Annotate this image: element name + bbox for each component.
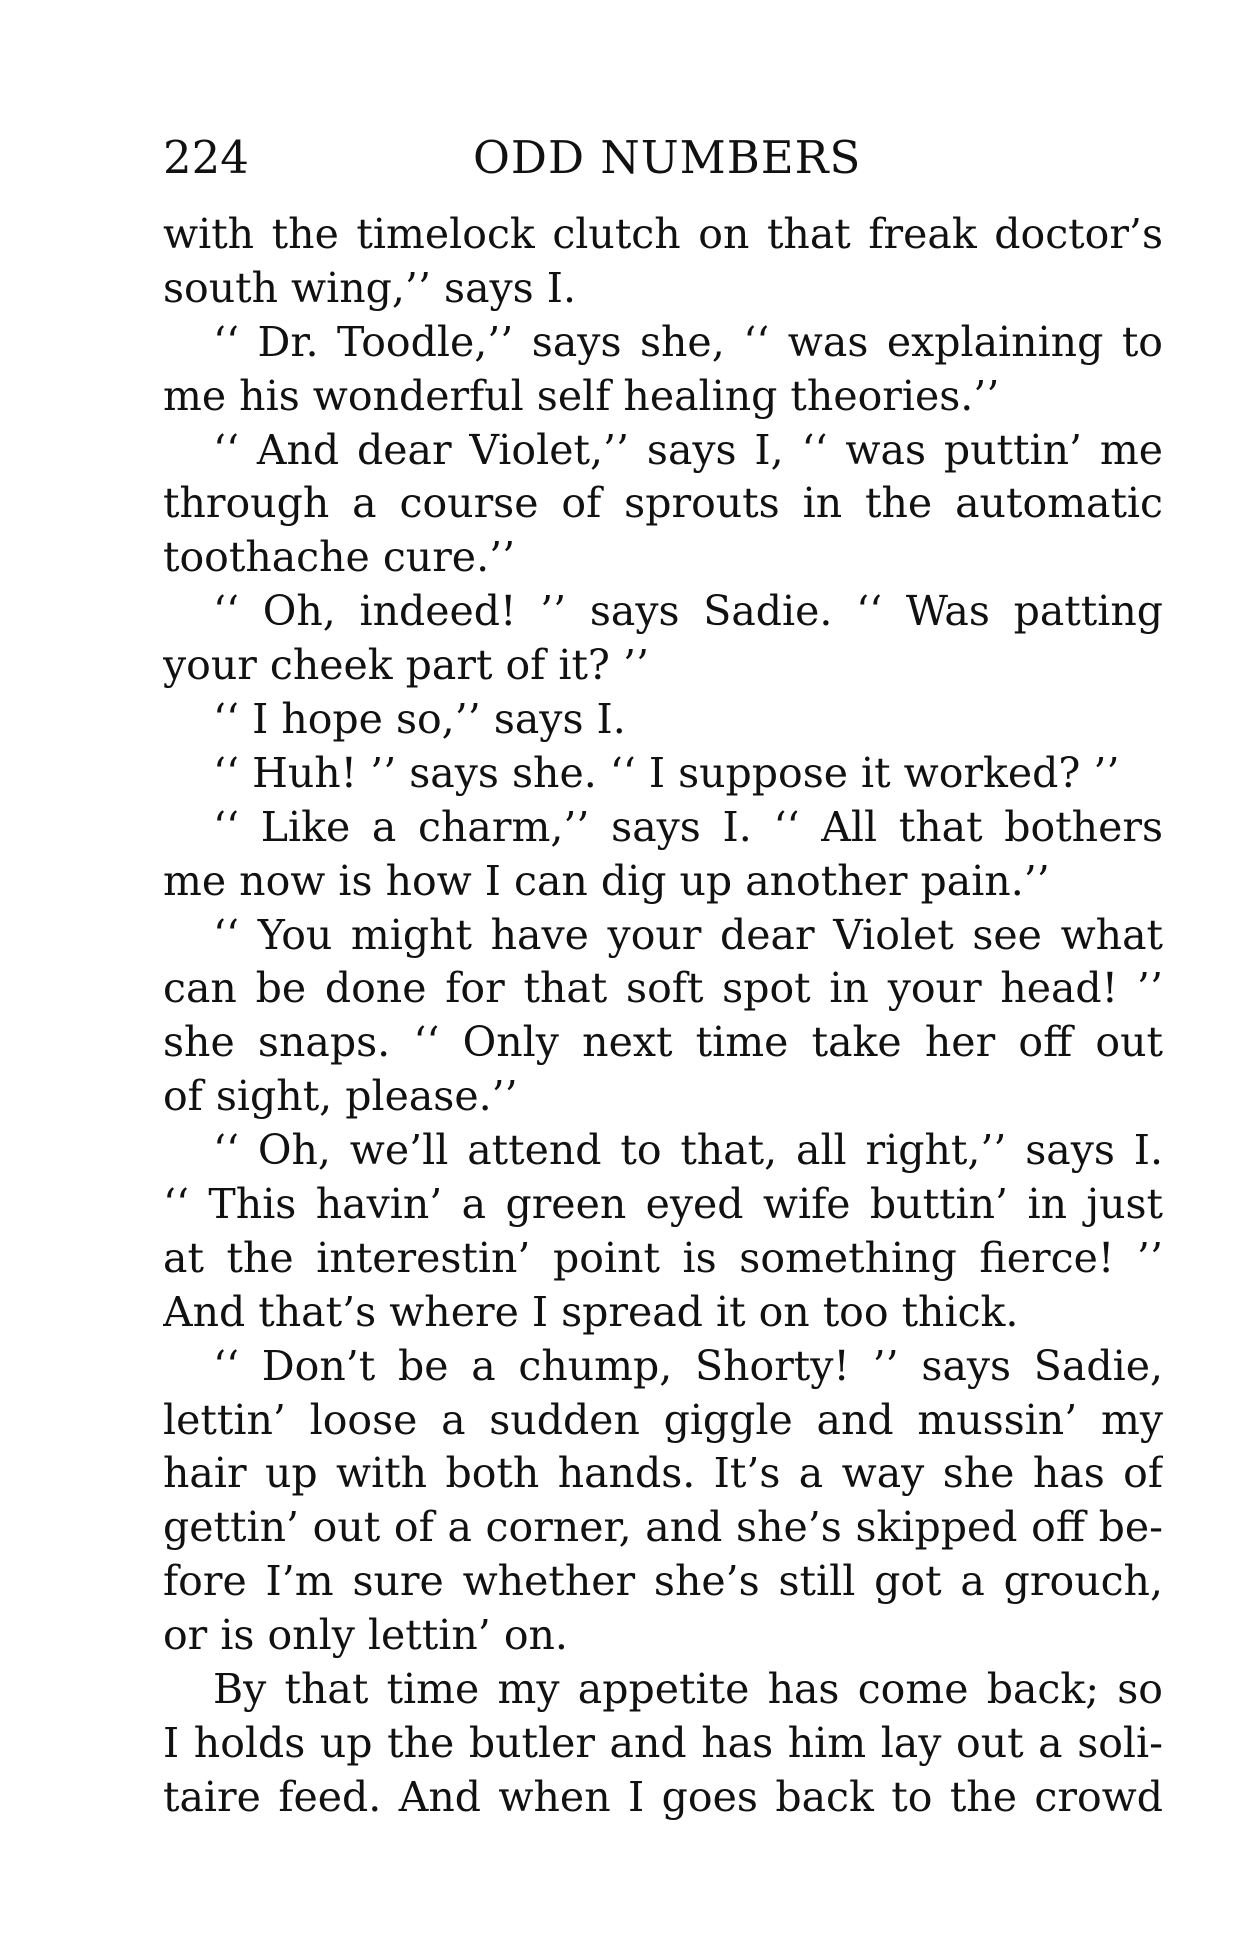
text-line: ‘‘ Oh, we’ll attend to that, all right,’’ says I.: [213, 1126, 1163, 1175]
text-line: your cheek part of it? ’’: [163, 641, 650, 690]
text-line: ‘‘ Like a charm,’’ says I. ‘‘ All that bothers: [213, 802, 1163, 851]
page-header: [163, 128, 1163, 188]
text-line: toothache cure.’’: [163, 533, 516, 582]
text-line: ‘‘ Dr. Toodle,’’ says she, ‘‘ was explaining to: [213, 317, 1163, 366]
text-line: or is only lettin’ on.: [163, 1611, 568, 1660]
text-line: By that time my appetite has come back; so: [213, 1665, 1163, 1714]
text-line: ‘‘ Don’t be a chump, Shorty! ’’ says Sadie,: [213, 1341, 1163, 1390]
body-text: [163, 208, 1163, 1825]
text-line: And that’s where I spread it on too thick.: [163, 1287, 1019, 1336]
text-line: ‘‘ Huh! ’’ says she. ‘‘ I suppose it worked? ’’: [213, 748, 1120, 797]
text-line: can be done for that soft spot in your head! ’’: [163, 964, 1163, 1013]
text-line: ‘‘ You might have your dear Violet see what: [213, 910, 1163, 959]
text-line: ‘‘ This havin’ a green eyed wife buttin’ in just: [163, 1180, 1163, 1229]
text-line: at the interestin’ point is something fierce! ’’: [163, 1233, 1163, 1282]
text-line: I holds up the butler and has him lay out a soli-: [163, 1718, 1163, 1767]
text-line: lettin’ loose a sudden giggle and mussin’ my: [163, 1395, 1163, 1444]
text-line: me his wonderful self healing theories.’’: [163, 371, 1000, 420]
text-line: through a course of sprouts in the automatic: [163, 479, 1163, 528]
text-line: ‘‘ Oh, indeed! ’’ says Sadie. ‘‘ Was patting: [213, 587, 1163, 636]
text-line: ‘‘ And dear Violet,’’ says I, ‘‘ was puttin’ me: [213, 425, 1163, 474]
running-title: ODD NUMBERS: [473, 131, 862, 184]
text-line: of sight, please.’’: [163, 1072, 518, 1121]
text-line: she snaps. ‘‘ Only next time take her off out: [163, 1018, 1163, 1067]
text-line: ‘‘ I hope so,’’ says I.: [213, 695, 626, 744]
text-line: south wing,’’ says I.: [163, 263, 576, 312]
text-line: me now is how I can dig up another pain.’’: [163, 856, 1050, 905]
page-number: 224: [163, 131, 249, 184]
text-line: gettin’ out of a corner, and she’s skipped off be-: [163, 1503, 1163, 1552]
text-line: fore I’m sure whether she’s still got a grouch,: [163, 1557, 1163, 1606]
text-line: with the timelock clutch on that freak doctor’s: [163, 210, 1163, 258]
text-line: taire feed. And when I goes back to the crowd: [163, 1772, 1163, 1821]
text-line: hair up with both hands. It’s a way she has of: [163, 1449, 1163, 1498]
